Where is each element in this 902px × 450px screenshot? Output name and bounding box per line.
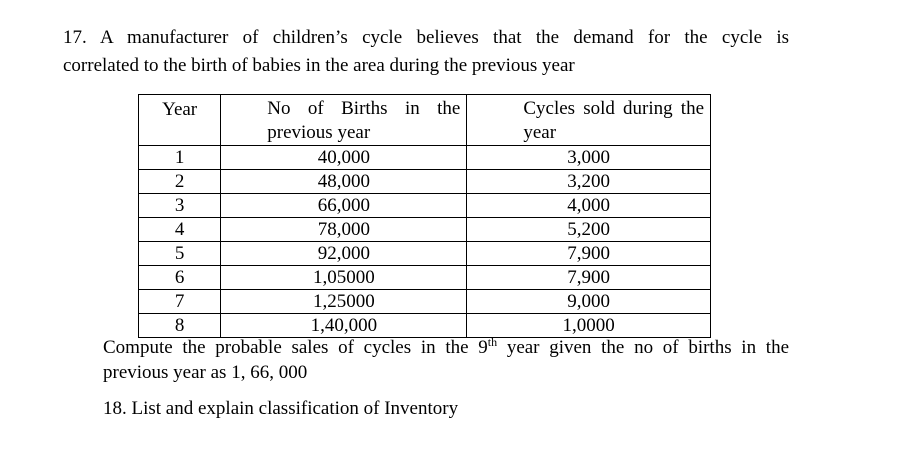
cell-cycles: 7,900 bbox=[467, 266, 711, 290]
compute-text-a: Compute the probable sales of cycles in the 9 bbox=[103, 337, 488, 358]
cell-cycles: 4,000 bbox=[467, 194, 711, 218]
cell-births: 1,05000 bbox=[221, 266, 467, 290]
cell-cycles: 7,900 bbox=[467, 242, 711, 266]
cell-year: 1 bbox=[139, 146, 221, 170]
table-row bbox=[139, 146, 711, 170]
question-17-line-1 bbox=[63, 24, 789, 52]
cell-births: 66,000 bbox=[221, 194, 467, 218]
cell-year: 7 bbox=[139, 290, 221, 314]
cell-year: 4 bbox=[139, 218, 221, 242]
table-header-row bbox=[139, 95, 711, 146]
cell-cycles: 5,200 bbox=[467, 218, 711, 242]
compute-text-b: year given the no of births in the bbox=[497, 337, 790, 358]
question-17 bbox=[63, 24, 789, 80]
cell-cycles: 3,200 bbox=[467, 170, 711, 194]
cell-births: 40,000 bbox=[221, 146, 467, 170]
table-row bbox=[139, 314, 711, 338]
compute-line-1 bbox=[103, 335, 789, 360]
cell-year: 6 bbox=[139, 266, 221, 290]
table-row bbox=[139, 242, 711, 266]
cell-year: 3 bbox=[139, 194, 221, 218]
compute-instruction bbox=[103, 335, 789, 385]
table-row bbox=[139, 194, 711, 218]
header-cycles: Cycles sold during the year bbox=[467, 95, 711, 146]
question-17-number: 17. bbox=[63, 27, 87, 48]
question-18: 18. List and explain classification of Inventory bbox=[103, 398, 459, 419]
births-cycles-table bbox=[138, 94, 711, 338]
cell-births: 1,25000 bbox=[221, 290, 467, 314]
cell-births: 92,000 bbox=[221, 242, 467, 266]
ordinal-suffix: th bbox=[487, 335, 498, 349]
cell-cycles: 3,000 bbox=[467, 146, 711, 170]
cell-year: 8 bbox=[139, 314, 221, 338]
question-17-line-2: correlated to the birth of babies in the area during the previous year bbox=[63, 55, 575, 76]
header-births: No of Births in the previous year bbox=[221, 95, 467, 146]
compute-line-2: previous year as 1, 66, 000 bbox=[103, 362, 308, 383]
cell-births: 78,000 bbox=[221, 218, 467, 242]
cell-cycles: 9,000 bbox=[467, 290, 711, 314]
cell-births: 48,000 bbox=[221, 170, 467, 194]
cell-year: 5 bbox=[139, 242, 221, 266]
table-row bbox=[139, 290, 711, 314]
table-row bbox=[139, 266, 711, 290]
table-row bbox=[139, 218, 711, 242]
header-year: Year bbox=[139, 95, 221, 146]
cell-year: 2 bbox=[139, 170, 221, 194]
question-17-text-1: A manufacturer of children’s cycle believes that the demand for the cycle is bbox=[100, 27, 790, 48]
cell-cycles: 1,0000 bbox=[467, 314, 711, 338]
cell-births: 1,40,000 bbox=[221, 314, 467, 338]
table-row bbox=[139, 170, 711, 194]
